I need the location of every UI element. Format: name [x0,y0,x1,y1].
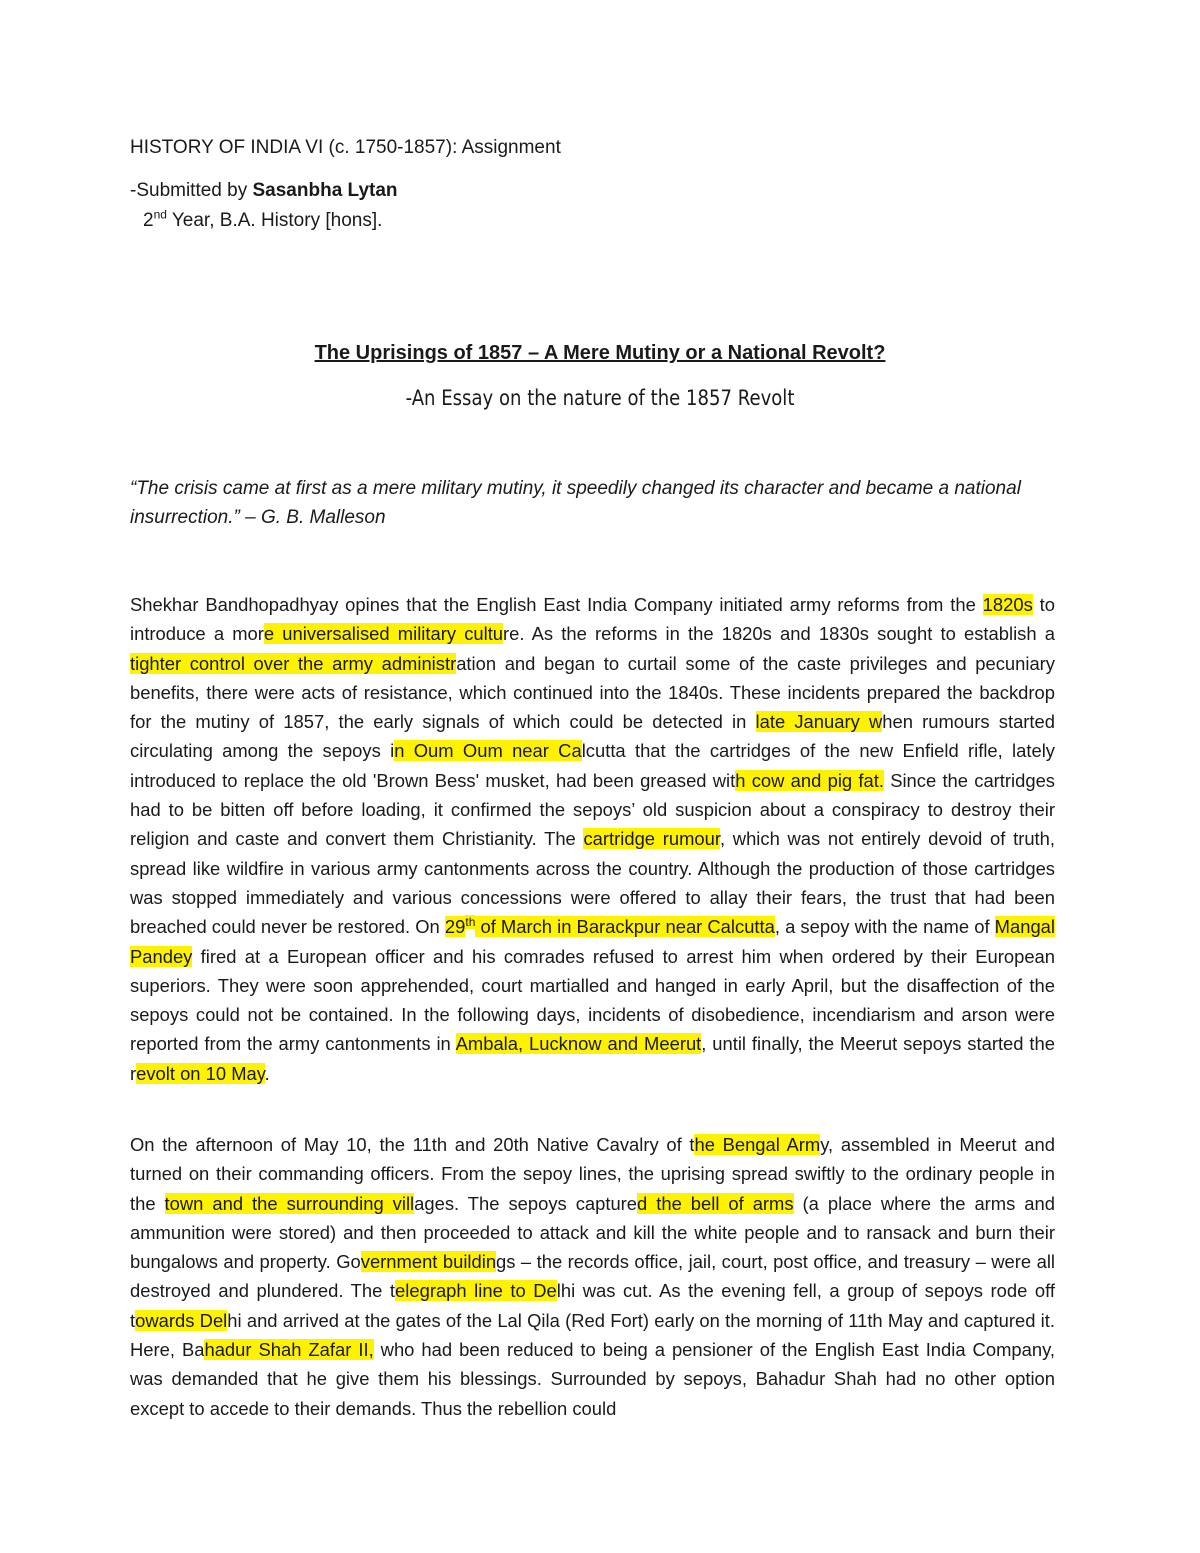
text-run: to introduce a mor [130,594,1055,645]
text-run: On the afternoon of May 10, the 11th and 20th Native Cavalry of t [130,1134,695,1155]
essay-subtitle: -An Essay on the nature of the 1857 Revolt [405,386,795,410]
highlighted-text: Ambala, Lucknow and Meerut [455,1033,702,1055]
highlighted-text: elegraph line to De [395,1280,557,1302]
highlighted-text: town and the surrounding vill [164,1192,415,1214]
highlighted-text: hadur Shah Zafar II, [204,1339,374,1361]
student-name: Sasanbha Lytan [252,180,398,201]
text-run: (a place where the arms and ammunition were stored) and then proceeded to attack and kill the white people and to ransack and burn their bungalows and property. Go [130,1192,1055,1273]
highlighted-text: he Bengal Arm [694,1134,821,1155]
submitted-by-line [130,179,398,203]
text-run: y, assembled in Meerut and turned on their commanding officers. From the sepoy lines, the uprising spread swiftly to the ordinary people in the [130,1134,1055,1214]
text-run: ation and began to curtail some of the caste privileges and pecuniary benefits, there were acts of resistance, which continued into the 1840s. These incidents prepared the backdrop for the mutiny of 1857, the early signals of which could be detected in [130,652,1055,733]
highlighted-text: n Oum Oum near Ca [394,740,582,762]
highlighted-text: of March in Barackpur near Calcutta [475,916,775,938]
text-run: Since the cartridges had to be bitten off before loading, it confirmed the sepoys’ old suspicion about a conspiracy to destroy their religion and caste and convert them Christianity. The [130,769,1055,850]
text-run: gs – the records office, jail, court, post office, and treasury – were all destroyed and plundered. The t [130,1251,1055,1302]
highlighted-text: Mangal Pandey [130,916,1055,967]
year-line [143,209,382,233]
text-run: hi and arrived at the gates of the Lal Qila (Red Fort) early on the morning of 11th May and captured it. Here, Ba [130,1309,1055,1361]
text-run: lhi was cut. As the evening fell, a group of sepoys rode off t [130,1280,1055,1331]
highlighted-text: h cow and pig fat. [735,769,884,791]
highlighted-text: cartridge rumour [583,828,720,850]
year-number: 2 [143,210,154,231]
text-run: ages. The sepoys capture [414,1192,638,1214]
highlighted-text: 29 [444,916,466,938]
highlighted-text: late January w [755,711,883,733]
highlighted-text: evolt on 10 May [136,1062,265,1084]
text-run: . [264,1062,270,1084]
year-suffix: nd [153,207,167,222]
text-run: hen rumours started circulating among the sepoys i [130,711,1055,762]
essay-title: The Uprisings of 1857 – A Mere Mutiny or a National Revolt? [314,342,886,364]
text-run: fired at a European officer and his comrades refused to arrest him when ordered by their European superiors. They were soon apprehended, court martialled and hanged in early April, but the disaffection of the sepoys could not be contained. In the following days, incidents of disobedience, incendiarism and arson were reported from the army cantonments in [130,945,1055,1055]
highlighted-text: vernment buildin [360,1251,497,1273]
text-run: who had been reduced to being a pensioner of the English East India Company, was demanded that he give them his blessings. Surrounded by sepoys, Bahadur Shah had no other option except to accede to their demands. Thus the rebellion could [130,1339,1056,1419]
highlighted-text: e universalised military cultu [263,623,504,645]
text-run: , until finally, the Meerut sepoys started the r [130,1033,1055,1084]
highlighted-text: d the bell of arms [637,1192,794,1214]
highlighted-text: owards Del [135,1309,228,1331]
epigraph-quote: “The crisis came at first as a mere military mutiny, it speedily changed its character and became a national insurrection.” – G. B. Malleson [130,478,1021,528]
text-run: , a sepoy with the name of [774,916,995,938]
course-heading: HISTORY OF INDIA VI (c. 1750-1857): Assignment [130,137,561,158]
highlighted-text: 1820s [982,594,1033,615]
text-run: Shekhar Bandhopadhyay opines that the English East India Company initiated army reforms from the [130,594,983,615]
year-course: Year, B.A. History [hons]. [166,210,383,231]
text-run: lcutta that the cartridges of the new Enfield rifle, lately introduced to replace the old 'Brown Bess' musket, had been greased wit [130,740,1055,791]
highlighted-text: th [465,915,476,930]
body-paragraph-1 [130,590,1055,1088]
body-paragraph-2 [130,1130,1055,1423]
submitted-prefix: -Submitted by [130,180,253,201]
highlighted-text: tighter control over the army administr [130,652,457,674]
text-run: re. As the reforms in the 1820s and 1830s sought to establish a [503,623,1055,645]
text-run: , which was not entirely devoid of truth, spread like wildfire in various army cantonments across the country. Although the production of those cartridges was stopped immediately and various concessions were offered to allay their fears, the trust that had been breached could never be restored. On [130,828,1056,938]
